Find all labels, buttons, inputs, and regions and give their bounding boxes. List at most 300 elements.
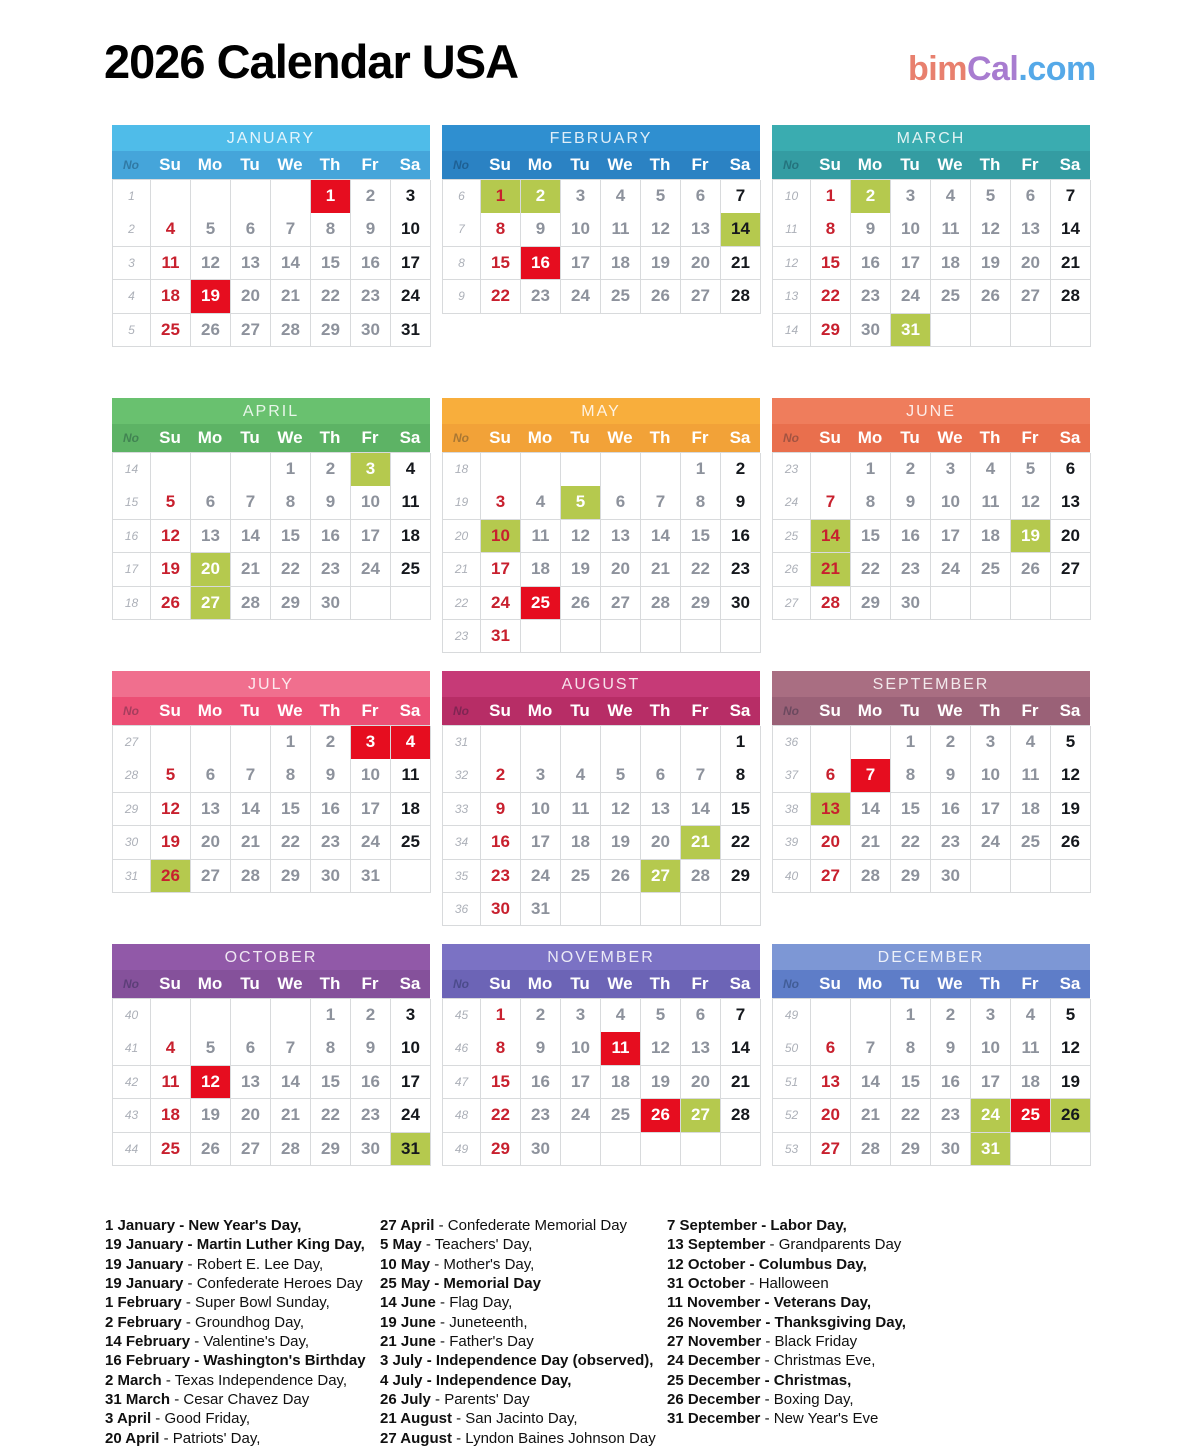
legend-name: - Teachers' Day, [421,1236,533,1254]
legend-date: 7 September [667,1217,758,1234]
month-january [112,125,430,347]
day-september-11: 11 [1011,759,1051,793]
week-row [443,1099,760,1132]
day-october-10: 10 [391,1032,431,1066]
day-august-4: 4 [561,759,601,793]
day-december-12: 12 [1051,1032,1091,1066]
month-title-may: MAY [442,398,760,424]
day-march-21: 21 [1051,247,1091,281]
day-empty [231,726,271,760]
day-november-7: 7 [721,999,761,1033]
weekday-label-we: We [277,974,303,993]
day-empty [191,180,231,214]
day-november-12: 12 [641,1032,681,1066]
month-title-december: DECEMBER [772,944,1090,970]
legend-date: 5 May [380,1236,422,1254]
day-november-8: 8 [481,1032,521,1066]
week-number: 7 [443,213,481,247]
day-october-2: 2 [351,999,391,1033]
weekday-label-th: Th [649,701,671,720]
day-february-25: 25 [601,280,641,314]
week-number: 24 [773,486,811,520]
day-april-9: 9 [311,486,351,520]
day-january-3: 3 [391,180,431,214]
day-december-29: 29 [891,1133,931,1167]
month-weeks-march [772,179,1090,347]
weekday-label-fr: Fr [1021,701,1039,720]
legend-name: - Flag Day, [435,1294,513,1312]
legend-name: - Robert E. Lee Day, [183,1255,324,1273]
page-title: 2026 Calendar USA [104,35,519,88]
day-september-18: 18 [1011,793,1051,827]
day-november-28: 28 [721,1099,761,1133]
weekday-label-fr: Fr [361,701,379,720]
weekday-label-sa: Sa [1059,974,1081,993]
day-july-23: 23 [311,826,351,860]
day-december-10: 10 [971,1032,1011,1066]
month-weekday-header-may [442,424,760,452]
day-may-6: 6 [601,486,641,520]
day-november-29: 29 [481,1133,521,1167]
week-number-header: No [453,704,469,718]
day-empty [1051,1133,1091,1167]
day-september-30: 30 [931,860,971,894]
weekday-label-sa: Sa [1059,428,1081,447]
day-empty [191,726,231,760]
month-title-october: OCTOBER [112,944,430,970]
day-september-22: 22 [891,826,931,860]
week-number: 47 [443,1066,481,1100]
day-empty [721,1133,761,1167]
week-number: 36 [443,893,481,927]
month-july [112,671,430,893]
day-empty [151,726,191,760]
day-empty [231,453,271,487]
day-august-31: 31 [521,893,561,927]
day-june-12: 12 [1011,486,1051,520]
day-empty [271,999,311,1033]
day-july-22: 22 [271,826,311,860]
legend-date: 31 December [667,1410,761,1428]
month-april [112,398,430,620]
weekday-label-sa: Sa [399,428,421,447]
day-march-15: 15 [811,247,851,281]
day-february-24: 24 [561,280,601,314]
month-december [772,944,1090,1166]
day-june-10: 10 [931,486,971,520]
day-september-23: 23 [931,826,971,860]
month-october [112,944,430,1166]
day-september-19: 19 [1051,793,1091,827]
month-weekday-header-april [112,424,430,452]
day-december-13: 13 [811,1066,851,1100]
week-number: 42 [113,1066,151,1100]
day-may-9: 9 [721,486,761,520]
month-august [442,671,760,926]
legend-date: 14 June [380,1294,436,1312]
day-empty [601,620,641,654]
day-empty [231,999,271,1033]
day-july-29: 29 [271,860,311,894]
day-august-22: 22 [721,826,761,860]
day-may-23: 23 [721,553,761,587]
day-empty [1011,314,1051,348]
week-number: 17 [113,553,151,587]
day-december-23: 23 [931,1099,971,1133]
legend-date: 19 January [105,1275,184,1293]
day-empty [561,726,601,760]
day-april-2: 2 [311,453,351,487]
day-may-2: 2 [721,453,761,487]
day-january-13: 13 [231,247,271,281]
legend-name: - Confederate Memorial Day [434,1217,628,1234]
day-december-7: 7 [851,1032,891,1066]
week-number: 22 [443,587,481,621]
week-number: 37 [773,759,811,793]
day-september-29: 29 [891,860,931,894]
day-december-5: 5 [1051,999,1091,1033]
day-july-8: 8 [271,759,311,793]
day-august-3: 3 [521,759,561,793]
legend-date: 13 September [667,1236,766,1254]
day-november-4: 4 [601,999,641,1033]
legend-date: 25 May [380,1275,431,1293]
day-november-11: 11 [601,1032,641,1066]
day-august-21: 21 [681,826,721,860]
weekday-label-su: Su [159,974,181,993]
legend-name: - Veterans Day, [760,1294,872,1312]
day-june-16: 16 [891,520,931,554]
legend-date: 11 November [667,1294,761,1312]
week-number: 25 [773,520,811,554]
day-september-8: 8 [891,759,931,793]
day-may-25: 25 [521,587,561,621]
legend-item [105,1235,366,1254]
week-number: 51 [773,1066,811,1100]
week-number: 49 [443,1133,481,1167]
day-december-9: 9 [931,1032,971,1066]
legend-name: - Labor Day, [757,1217,847,1234]
legend-name: - New Year's Eve [760,1410,879,1428]
day-october-25: 25 [151,1133,191,1167]
day-may-30: 30 [721,587,761,621]
day-november-9: 9 [521,1032,561,1066]
day-january-28: 28 [271,314,311,348]
week-row [443,453,760,486]
day-september-28: 28 [851,860,891,894]
day-empty [1051,314,1091,348]
day-august-8: 8 [721,759,761,793]
legend-name: - Good Friday, [151,1410,251,1428]
month-weeks-july [112,725,430,893]
week-number: 48 [443,1099,481,1133]
day-november-25: 25 [601,1099,641,1133]
day-august-15: 15 [721,793,761,827]
day-april-14: 14 [231,520,271,554]
week-row [773,520,1090,553]
weekday-label-th: Th [649,428,671,447]
day-september-13: 13 [811,793,851,827]
legend-name: - Independence Day (observed), [422,1352,654,1370]
day-april-22: 22 [271,553,311,587]
legend-item [380,1293,656,1312]
week-row [113,1133,430,1166]
day-empty [641,726,681,760]
day-february-4: 4 [601,180,641,214]
day-april-10: 10 [351,486,391,520]
weekday-label-mo: Mo [197,155,223,174]
month-title-june: JUNE [772,398,1090,424]
weekday-label-mo: Mo [857,701,883,720]
day-february-20: 20 [681,247,721,281]
legend-date: 2 February [105,1313,182,1331]
legend-date: 31 March [105,1391,171,1409]
week-number: 43 [113,1099,151,1133]
day-september-2: 2 [931,726,971,760]
weekday-label-sa: Sa [729,155,751,174]
month-weekday-header-march [772,151,1090,179]
day-may-7: 7 [641,486,681,520]
week-row [113,453,430,486]
week-row [113,247,430,280]
weekday-label-th: Th [649,974,671,993]
weekday-label-su: Su [489,974,511,993]
day-november-24: 24 [561,1099,601,1133]
day-july-13: 13 [191,793,231,827]
day-october-21: 21 [271,1099,311,1133]
day-september-10: 10 [971,759,1011,793]
day-january-1: 1 [311,180,351,214]
week-number: 40 [113,999,151,1033]
day-june-2: 2 [891,453,931,487]
day-march-30: 30 [851,314,891,348]
month-weeks-may [442,452,760,653]
day-august-25: 25 [561,860,601,894]
day-october-12: 12 [191,1066,231,1100]
legend-name: - Columbus Day, [745,1255,867,1273]
week-number: 45 [443,999,481,1033]
day-empty [521,726,561,760]
legend-item [105,1255,366,1274]
week-row [443,793,760,826]
legend-name: - Groundhog Day, [181,1313,304,1331]
day-january-12: 12 [191,247,231,281]
day-empty [561,893,601,927]
day-april-20: 20 [191,553,231,587]
week-row [443,1032,760,1065]
month-title-february: FEBRUARY [442,125,760,151]
legend-date: 26 July [380,1391,431,1409]
day-april-30: 30 [311,587,351,621]
day-april-4: 4 [391,453,431,487]
day-empty [641,453,681,487]
day-april-25: 25 [391,553,431,587]
weekday-label-fr: Fr [361,428,379,447]
day-february-3: 3 [561,180,601,214]
week-number: 52 [773,1099,811,1133]
legend-item [105,1293,366,1312]
day-october-7: 7 [271,1032,311,1066]
weekday-label-tu: Tu [570,974,590,993]
day-october-24: 24 [391,1099,431,1133]
legend-date: 16 February [105,1352,191,1370]
day-february-5: 5 [641,180,681,214]
week-row [113,1099,430,1132]
legend-name: - Cesar Chavez Day [170,1391,310,1409]
week-row [443,893,760,926]
week-row [443,620,760,653]
day-august-26: 26 [601,860,641,894]
week-number: 19 [443,486,481,520]
weekday-label-mo: Mo [857,428,883,447]
weekday-label-fr: Fr [361,974,379,993]
week-number: 27 [773,587,811,621]
legend-name: - Black Friday [761,1333,858,1351]
day-august-12: 12 [601,793,641,827]
day-october-26: 26 [191,1133,231,1167]
month-may [442,398,760,653]
weekday-label-mo: Mo [527,974,553,993]
week-number-header: No [783,158,799,172]
day-july-12: 12 [151,793,191,827]
weekday-label-tu: Tu [900,701,920,720]
day-may-8: 8 [681,486,721,520]
month-title-april: APRIL [112,398,430,424]
day-september-9: 9 [931,759,971,793]
day-june-20: 20 [1051,520,1091,554]
weekday-label-sa: Sa [1059,701,1081,720]
legend-name: - Independence Day, [422,1371,572,1389]
legend-name: - Texas Independence Day, [161,1371,348,1389]
day-october-6: 6 [231,1032,271,1066]
day-february-1: 1 [481,180,521,214]
week-number: 29 [113,793,151,827]
day-december-16: 16 [931,1066,971,1100]
legend-item [105,1274,366,1293]
legend-item [667,1351,906,1370]
day-may-18: 18 [521,553,561,587]
weekday-label-su: Su [819,701,841,720]
brand-logo[interactable] [908,50,1096,89]
day-february-2: 2 [521,180,561,214]
legend-item [380,1274,656,1293]
day-empty [971,860,1011,894]
day-march-13: 13 [1011,213,1051,247]
legend-date: 26 November [667,1313,762,1331]
week-row [113,999,430,1032]
legend-item [667,1332,906,1351]
month-title-january: JANUARY [112,125,430,151]
weekday-label-su: Su [159,701,181,720]
day-june-24: 24 [931,553,971,587]
day-empty [601,893,641,927]
week-number: 23 [443,620,481,654]
day-august-17: 17 [521,826,561,860]
week-row [113,726,430,759]
day-may-12: 12 [561,520,601,554]
day-november-6: 6 [681,999,721,1033]
weekday-label-sa: Sa [399,155,421,174]
day-october-11: 11 [151,1066,191,1100]
weekday-label-mo: Mo [527,428,553,447]
day-december-1: 1 [891,999,931,1033]
week-number: 23 [773,453,811,487]
week-number: 14 [113,453,151,487]
week-row [443,860,760,893]
day-december-4: 4 [1011,999,1051,1033]
day-february-12: 12 [641,213,681,247]
day-january-29: 29 [311,314,351,348]
month-weeks-january [112,179,430,347]
week-row [443,1133,760,1166]
day-august-28: 28 [681,860,721,894]
day-march-31: 31 [891,314,931,348]
day-july-31: 31 [351,860,391,894]
day-october-1: 1 [311,999,351,1033]
legend-name: - Christmas Eve, [760,1352,876,1370]
day-july-6: 6 [191,759,231,793]
logo-part-bim: bim [908,50,967,88]
month-title-march: MARCH [772,125,1090,151]
day-november-10: 10 [561,1032,601,1066]
day-december-25: 25 [1011,1099,1051,1133]
day-may-10: 10 [481,520,521,554]
weekday-label-fr: Fr [1021,428,1039,447]
day-april-3: 3 [351,453,391,487]
day-empty [481,453,521,487]
day-march-18: 18 [931,247,971,281]
day-january-18: 18 [151,280,191,314]
day-october-8: 8 [311,1032,351,1066]
week-number-header: No [783,977,799,991]
day-april-12: 12 [151,520,191,554]
day-may-26: 26 [561,587,601,621]
month-weekday-header-november [442,970,760,998]
day-may-20: 20 [601,553,641,587]
day-april-18: 18 [391,520,431,554]
day-may-22: 22 [681,553,721,587]
weekday-label-su: Su [159,155,181,174]
day-march-1: 1 [811,180,851,214]
week-row [443,759,760,792]
day-november-18: 18 [601,1066,641,1100]
day-february-27: 27 [681,280,721,314]
weekday-label-we: We [937,974,963,993]
day-july-18: 18 [391,793,431,827]
legend-date: 19 January [105,1255,184,1273]
day-august-2: 2 [481,759,521,793]
day-october-31: 31 [391,1133,431,1167]
day-june-4: 4 [971,453,1011,487]
day-july-10: 10 [351,759,391,793]
day-january-14: 14 [271,247,311,281]
day-february-6: 6 [681,180,721,214]
legend-column-1 [105,1216,366,1448]
legend-item [667,1235,906,1254]
week-number: 53 [773,1133,811,1167]
legend-name: - New Year's Day, [175,1217,302,1234]
month-weekday-header-july [112,697,430,725]
weekday-label-th: Th [979,428,1001,447]
day-july-5: 5 [151,759,191,793]
legend-name: - Boxing Day, [760,1391,854,1409]
week-row [773,860,1090,893]
legend-item [667,1216,906,1235]
day-november-20: 20 [681,1066,721,1100]
weekday-label-th: Th [319,974,341,993]
month-weeks-september [772,725,1090,893]
week-row [443,553,760,586]
